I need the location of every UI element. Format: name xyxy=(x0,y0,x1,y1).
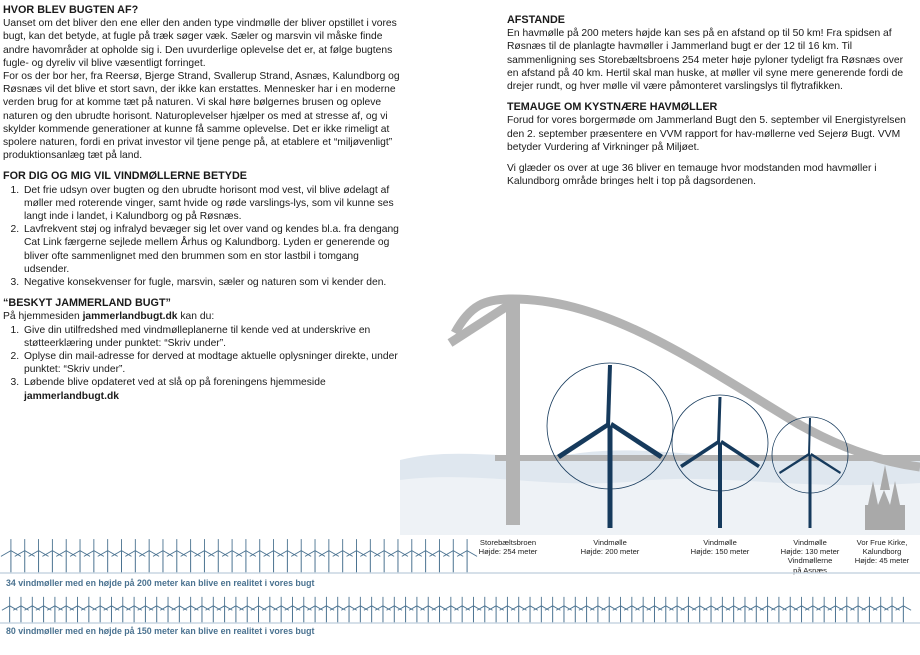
small-turbine-icon xyxy=(771,597,787,623)
small-turbine-icon xyxy=(172,597,188,623)
small-turbine-icon xyxy=(84,539,104,573)
small-turbine-icon xyxy=(13,597,29,623)
small-turbine-icon xyxy=(239,597,255,623)
website-link[interactable]: jammerlandbugt.dk xyxy=(82,311,178,323)
small-turbine-icon xyxy=(805,597,821,623)
small-turbine-icon xyxy=(534,597,550,623)
paragraph: På hjemmesiden jammerlandbugt.dk kan du: xyxy=(3,311,215,323)
small-turbine-icon xyxy=(416,539,436,573)
left-column xyxy=(3,4,405,403)
small-turbine-icon xyxy=(749,597,765,623)
small-turbine-icon xyxy=(56,539,76,573)
small-turbine-icon xyxy=(228,597,244,623)
small-turbine-icon xyxy=(624,597,640,623)
small-turbine-icon xyxy=(364,597,380,623)
small-turbine-icon xyxy=(545,597,561,623)
website-link[interactable]: jammerlandbugt.dk xyxy=(24,390,119,402)
turbine-150-label: Vindmølle Højde: 150 meter xyxy=(690,538,750,557)
small-turbine-icon xyxy=(25,597,41,623)
small-turbine-icon xyxy=(273,597,289,623)
small-turbine-icon xyxy=(500,597,516,623)
small-turbine-icon xyxy=(285,597,301,623)
small-turbine-icon xyxy=(896,597,912,623)
small-turbine-icon xyxy=(488,597,504,623)
small-turbine-icon xyxy=(737,597,753,623)
small-turbine-icon xyxy=(277,539,297,573)
small-turbine-icon xyxy=(264,539,284,573)
section-heading: AFSTANDE xyxy=(507,14,565,26)
small-turbine-icon xyxy=(47,597,63,623)
small-turbine-icon xyxy=(167,539,187,573)
turbine-200-label: Vindmølle Højde: 200 meter xyxy=(580,538,640,557)
small-turbine-icon xyxy=(29,539,49,573)
small-turbine-icon xyxy=(466,597,482,623)
small-turbine-icon xyxy=(194,539,214,573)
small-turbine-icon xyxy=(250,539,270,573)
small-turbine-icon xyxy=(409,597,425,623)
action-list xyxy=(3,324,405,403)
small-turbine-icon xyxy=(590,597,606,623)
small-turbine-icon xyxy=(511,597,527,623)
section-heading: TEMAUGE OM KYSTNÆRE HAVMØLLER xyxy=(507,101,718,114)
list-item: 1. Give din utilfredshed med vindmølleplanerne til kende ved at underskrive en støtteerklæring under punktet: “Skriv under”. xyxy=(22,324,405,350)
section-heading: HVOR BLEV BUGTEN AF? xyxy=(3,4,139,16)
small-turbine-icon xyxy=(2,597,18,623)
small-turbine-icon xyxy=(794,597,810,623)
small-turbine-icon xyxy=(341,597,357,623)
small-turbine-icon xyxy=(153,539,173,573)
small-turbine-icon xyxy=(647,597,663,623)
impact-list xyxy=(3,184,405,290)
small-turbine-icon xyxy=(715,597,731,623)
small-turbine-icon xyxy=(579,597,595,623)
small-turbine-icon xyxy=(375,597,391,623)
small-turbine-icon xyxy=(681,597,697,623)
small-turbine-icon xyxy=(1,539,21,573)
paragraph: Uanset om det bliver den ene eller den anden type vindmølle der bliver opstillet i vores bugt, kan det betyde, at fugle på træk søger væk. Sæler og marsvin vil måske finde andre havområder at opholde sig i. Den uvurderlige oplevelse det er, at følge bugtens fugle- og dyreliv vil blive væsentligt forringet. xyxy=(3,18,397,69)
section-heading: FOR DIG OG MIG VIL VINDMØLLERNE BETYDE xyxy=(3,170,247,183)
small-turbine-icon xyxy=(353,597,369,623)
small-turbine-icon xyxy=(291,539,311,573)
small-turbine-icon xyxy=(443,597,459,623)
small-turbine-icon xyxy=(36,597,52,623)
strip-caption: 80 vindmøller med en højde på 150 meter kan blive en realitet i vores bugt xyxy=(6,626,315,636)
small-turbine-icon xyxy=(181,539,201,573)
small-turbine-icon xyxy=(635,597,651,623)
strip-caption: 34 vindmøller med en højde på 200 meter kan blive en realitet i vores bugt xyxy=(6,578,315,588)
paragraph: En havmølle på 200 meters højde kan ses på en afstand op til 50 km! Fra spidsen af Røsnæs til de planlagte havmøller i Jammerland bugt er der 12 til 16 km. Til sammenligning ses Storebæltsbroens 254 meter høje pyloner tydeligt fra Røsnæs over en afstand på 40 km. Hertil skal man huske, at møller vil syne mere generende fordi de drejer rundt, og hver mølle vil være påmonteret varslingslys til flytrafikken. xyxy=(507,28,904,93)
small-turbine-icon xyxy=(42,539,62,573)
small-turbine-icon xyxy=(125,539,145,573)
small-turbine-icon xyxy=(58,597,74,623)
paragraph: Forud for vores borgermøde om Jammerland Bugt den 5. september vil Energistyrelsen den 2. september præsentere en VVM rapport for hav-møllerne ved Sejerø Bugt. VVM betyder Vurdering af Virkninger på Miljøet. xyxy=(507,115,906,153)
small-turbine-icon xyxy=(149,597,165,623)
small-turbine-icon xyxy=(839,597,855,623)
small-turbine-icon xyxy=(432,597,448,623)
small-turbine-icon xyxy=(568,597,584,623)
small-turbine-icon xyxy=(862,597,878,623)
small-turbine-icon xyxy=(477,597,493,623)
small-turbine-icon xyxy=(206,597,222,623)
small-turbine-icon xyxy=(816,597,832,623)
small-turbine-icon xyxy=(387,597,403,623)
turbine-strip-200 xyxy=(0,538,920,574)
height-comparison-illustration xyxy=(400,285,920,535)
small-turbine-icon xyxy=(208,539,228,573)
small-turbine-icon xyxy=(402,539,422,573)
section-heading: “BESKYT JAMMERLAND BUGT” xyxy=(3,297,171,310)
list-item: 2. Oplyse din mail-adresse for derved at modtage aktuelle oplysninger direkte, under punktet: “Skriv under”. xyxy=(22,350,405,376)
right-column xyxy=(507,14,907,188)
small-turbine-icon xyxy=(454,597,470,623)
small-turbine-icon xyxy=(70,539,90,573)
turbine-130-label: Vindmølle Højde: 130 meter Vindmøllerne på Asnæs xyxy=(780,538,840,575)
small-turbine-icon xyxy=(319,597,335,623)
small-turbine-icon xyxy=(217,597,233,623)
list-item: 2. Lavfrekvent støj og infralyd bevæger sig let over vand og kendes bl.a. fra dengang Cat Link færgerne sejlede mellem Århus og Kalundborg. Lyden er generende og bliver ofte sammenlignet med den brummen som en stor lastbil i tomgang udsender. xyxy=(22,223,405,276)
small-turbine-icon xyxy=(347,539,367,573)
water-wave xyxy=(400,477,920,535)
small-turbine-icon xyxy=(613,597,629,623)
small-turbine-icon xyxy=(104,597,120,623)
small-turbine-icon xyxy=(658,597,674,623)
paragraph: For os der bor her, fra Reersø, Bjerge Strand, Svallerup Strand, Asnæs, Kalundborg og Røsnæs vil det blive et stort savn, der ikke kan erstattes. Mennesker har i en moderne verden brug for at komme tæt på naturen. Vi skal høre bølgernes brusen og opleve naturen og den ubrudte horisont. Naturoplevelser hjælper os med at stresse af, og vi skylder kommende generationer at kunne få samme oplevelse. Det er ikke rimeligt at spolere naturen, fordi en privat investor vil tjene penge på, at etablere et “miljøvenligt” produktionsanlæg tæt på land. xyxy=(3,71,400,162)
small-turbine-icon xyxy=(305,539,325,573)
small-turbine-icon xyxy=(398,597,414,623)
small-turbine-icon xyxy=(251,597,267,623)
small-turbine-icon xyxy=(160,597,176,623)
paragraph: Vi glæder os over at uge 36 bliver en temauge hvor modstanden mod havmøller i Kalundborg område bringes helt i top på dagsordenen. xyxy=(507,163,877,188)
small-turbine-icon xyxy=(330,597,346,623)
small-turbine-icon xyxy=(333,539,353,573)
small-turbine-icon xyxy=(360,539,380,573)
small-turbine-icon xyxy=(457,539,477,573)
small-turbine-icon xyxy=(703,597,719,623)
small-turbine-icon xyxy=(556,597,572,623)
small-turbine-icon xyxy=(884,597,900,623)
small-turbine-icon xyxy=(420,597,436,623)
small-turbine-icon xyxy=(15,539,35,573)
small-turbine-icon xyxy=(112,539,132,573)
small-turbine-icon xyxy=(98,539,118,573)
church-label: Vor Frue Kirke, Kalundborg Højde: 45 meter xyxy=(854,538,910,566)
small-turbine-icon xyxy=(115,597,131,623)
small-turbine-icon xyxy=(669,597,685,623)
small-turbine-icon xyxy=(92,597,108,623)
small-turbine-icon xyxy=(296,597,312,623)
small-turbine-icon xyxy=(443,539,463,573)
small-turbine-icon xyxy=(828,597,844,623)
small-turbine-icon xyxy=(692,597,708,623)
small-turbine-icon xyxy=(126,597,142,623)
small-turbine-icon xyxy=(307,597,323,623)
small-turbine-icon xyxy=(222,539,242,573)
small-turbine-icon xyxy=(319,539,339,573)
small-turbine-icon xyxy=(374,539,394,573)
small-turbine-icon xyxy=(873,597,889,623)
list-item: 3. Løbende blive opdateret ved at slå op på foreningens hjemmeside jammerlandbugt.dk xyxy=(22,376,405,402)
list-item: 3. Negative konsekvenser for fugle, marsvin, sæler og naturen som vi kender den. xyxy=(22,276,405,289)
small-turbine-icon xyxy=(194,597,210,623)
small-turbine-icon xyxy=(850,597,866,623)
small-turbine-icon xyxy=(760,597,776,623)
turbine-strip-150 xyxy=(0,596,920,624)
small-turbine-icon xyxy=(601,597,617,623)
small-turbine-icon xyxy=(81,597,97,623)
bridge-label: Storebæltsbroen Højde: 254 meter xyxy=(478,538,538,557)
small-turbine-icon xyxy=(236,539,256,573)
small-turbine-icon xyxy=(522,597,538,623)
small-turbine-icon xyxy=(388,539,408,573)
small-turbine-icon xyxy=(429,539,449,573)
small-turbine-icon xyxy=(782,597,798,623)
small-turbine-icon xyxy=(139,539,159,573)
small-turbine-icon xyxy=(726,597,742,623)
small-turbine-icon xyxy=(262,597,278,623)
small-turbine-icon xyxy=(183,597,199,623)
list-item: 1. Det frie udsyn over bugten og den ubrudte horisont mod vest, vil blive ødelagt af møller med roterende vinger, samt hvide og røde varslings-lys, som vil kunne ses langt inde i landet, i Kalundborg og på Røsnæs. xyxy=(22,184,405,224)
small-turbine-icon xyxy=(70,597,86,623)
small-turbine-icon xyxy=(138,597,154,623)
